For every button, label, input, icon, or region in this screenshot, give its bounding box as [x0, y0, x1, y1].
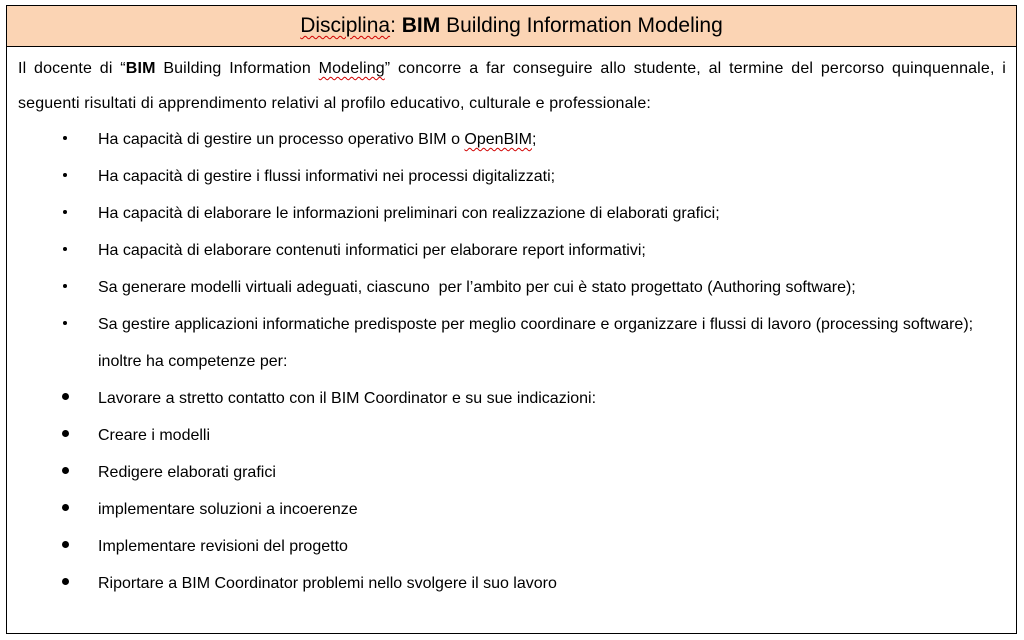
- intro-paragraph: [18, 51, 1006, 121]
- bullet-icon: [58, 232, 72, 269]
- intro-text-1: Il docente di “: [18, 60, 126, 77]
- header-label: Disciplina: [300, 14, 391, 37]
- list-item: [18, 232, 1006, 269]
- list-item: [18, 454, 1006, 491]
- list-item: [18, 417, 1006, 454]
- list-item-text: Sa generare modelli virtuali adeguati, ciascuno per l’ambito per cui è stato progettato (Authoring software);: [98, 279, 856, 296]
- list-item-text: implementare soluzioni a incoerenze: [98, 501, 358, 518]
- bullet-icon: [58, 195, 72, 232]
- list-item-text: Redigere elaborati grafici: [98, 464, 276, 481]
- bullet-icon: [58, 380, 72, 417]
- list-item-text: Implementare revisioni del progetto: [98, 538, 348, 555]
- bullet-icon: [58, 306, 72, 343]
- competenze-intro: [18, 343, 1006, 380]
- discipline-table: [6, 5, 1017, 634]
- list-item: [18, 565, 1006, 602]
- intro-text-3: ” concorre a far conseguire allo studente, al termine del percorso quinquennale, i seguenti risultati di apprendimento relativi al profilo educativo, culturale e professionale:: [18, 60, 1006, 112]
- bullet-icon: [58, 528, 72, 565]
- bullet-icon: [58, 121, 72, 158]
- bullet-icon: [58, 417, 72, 454]
- bullet-icon: [58, 158, 72, 195]
- list-item-text: Sa gestire applicazioni informatiche predisposte per meglio coordinare e organizzare i flussi di lavoro (processing software);: [98, 316, 974, 333]
- list-item-text: Ha capacità di gestire un processo operativo BIM o: [98, 131, 465, 148]
- bullet-icon: [58, 269, 72, 306]
- list-item: [18, 121, 1006, 158]
- list-item: [18, 491, 1006, 528]
- bullet-icon: [58, 454, 72, 491]
- list-item-text: Ha capacità di elaborare contenuti informatici per elaborare report informativi;: [98, 242, 646, 259]
- list-item-text: Lavorare a stretto contatto con il BIM Coordinator e su sue indicazioni:: [98, 390, 597, 407]
- discipline-header: [7, 6, 1016, 47]
- header-title-bold: BIM: [401, 14, 441, 37]
- list-item-spell: OpenBIM: [464, 131, 533, 148]
- header-separator: :: [390, 14, 402, 37]
- list-item-text: Riportare a BIM Coordinator problemi nello svolgere il suo lavoro: [98, 575, 557, 592]
- list-item: [18, 528, 1006, 565]
- header-title-rest: Building Information Modeling: [440, 14, 723, 37]
- intro-bold: BIM: [125, 60, 156, 77]
- list-item: [18, 306, 1006, 343]
- list-item: [18, 195, 1006, 232]
- bullet-icon: [58, 491, 72, 528]
- list-item-text-end: ;: [532, 131, 537, 148]
- intro-spell: Modeling: [318, 60, 385, 77]
- list-item-text: Ha capacità di elaborare le informazioni preliminari con realizzazione di elaborati grafici;: [98, 205, 720, 222]
- list-item-text: Ha capacità di gestire i flussi informativi nei processi digitalizzati;: [98, 168, 556, 185]
- list-item: [18, 158, 1006, 195]
- competenze-intro-text: inoltre ha competenze per:: [98, 353, 288, 370]
- bullet-icon: [58, 565, 72, 602]
- intro-text-2: Building Information: [155, 60, 319, 77]
- results-list: [18, 121, 1006, 602]
- list-item-text: Creare i modelli: [98, 427, 211, 444]
- discipline-body: [7, 47, 1016, 602]
- list-item: [18, 269, 1006, 306]
- list-item: [18, 380, 1006, 417]
